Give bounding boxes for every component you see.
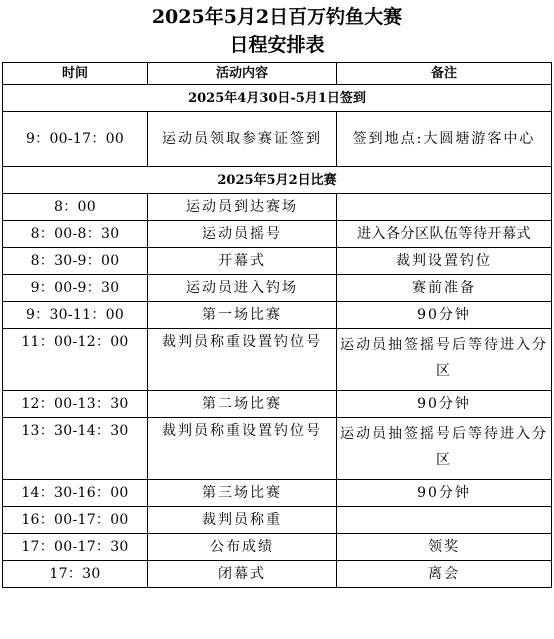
cell-activity: 第一场比赛 — [148, 302, 337, 329]
cell-note: 90分钟 — [337, 302, 552, 329]
cell-time: 11：00-12：00 — [3, 329, 148, 391]
cell-activity: 公布成绩 — [148, 534, 337, 561]
table-row — [3, 275, 552, 302]
table-row — [3, 480, 552, 507]
cell-activity: 裁判员称重 — [148, 507, 337, 534]
table-row — [3, 302, 552, 329]
table-row — [3, 194, 552, 221]
cell-note: 裁判设置钓位 — [337, 248, 552, 275]
cell-time: 9：00-9：30 — [3, 275, 148, 302]
cell-note: 运动员抽签摇号后等待进入分区 — [337, 329, 552, 391]
cell-activity: 开幕式 — [148, 248, 337, 275]
cell-note: 赛前准备 — [337, 275, 552, 302]
cell-activity: 第二场比赛 — [148, 391, 337, 418]
table-row — [3, 561, 552, 588]
table-row — [3, 221, 552, 248]
cell-note: 90分钟 — [337, 480, 552, 507]
cell-activity: 裁判员称重设置钓位号 — [148, 329, 337, 391]
cell-note: 领奖 — [337, 534, 552, 561]
cell-time: 8：00 — [3, 194, 148, 221]
cell-time: 9：00-17：00 — [3, 112, 148, 167]
cell-note: 离会 — [337, 561, 552, 588]
cell-time: 13：30-14：30 — [3, 418, 148, 480]
table-row — [3, 248, 552, 275]
cell-activity: 运动员领取参赛证签到 — [148, 112, 337, 167]
cell-activity: 闭幕式 — [148, 561, 337, 588]
cell-activity: 运动员到达赛场 — [148, 194, 337, 221]
doc-subtitle: 日程安排表 — [229, 34, 325, 56]
cell-note: 进入各分区队伍等待开幕式 — [337, 221, 552, 248]
header-note: 备注 — [337, 63, 552, 85]
section-title: 2025年4月30日-5月1日签到 — [3, 85, 552, 112]
cell-activity: 第三场比赛 — [148, 480, 337, 507]
section-title: 2025年5月2日比赛 — [3, 167, 552, 194]
section-row-signin — [3, 85, 552, 112]
header-activity: 活动内容 — [148, 63, 337, 85]
cell-time: 8：30-9：00 — [3, 248, 148, 275]
cell-note — [337, 194, 552, 221]
table-row — [3, 391, 552, 418]
cell-time: 17：00-17：30 — [3, 534, 148, 561]
cell-time: 14：30-16：00 — [3, 480, 148, 507]
table-header-row — [3, 63, 552, 85]
cell-time: 8：00-8：30 — [3, 221, 148, 248]
schedule-table — [2, 62, 552, 588]
cell-note — [337, 507, 552, 534]
cell-time: 9：30-11：00 — [3, 302, 148, 329]
table-row — [3, 418, 552, 480]
header-time: 时间 — [3, 63, 148, 85]
cell-note: 90分钟 — [337, 391, 552, 418]
cell-activity: 运动员进入钓场 — [148, 275, 337, 302]
table-row — [3, 112, 552, 167]
cell-activity: 裁判员称重设置钓位号 — [148, 418, 337, 480]
cell-time: 17：30 — [3, 561, 148, 588]
section-row-race — [3, 167, 552, 194]
cell-note: 签到地点:大圆塘游客中心 — [337, 112, 552, 167]
table-row — [3, 507, 552, 534]
table-row — [3, 534, 552, 561]
cell-activity: 运动员摇号 — [148, 221, 337, 248]
cell-note: 运动员抽签摇号后等待进入分区 — [337, 418, 552, 480]
cell-time: 12：00-13：30 — [3, 391, 148, 418]
doc-title: 2025年5月2日百万钓鱼大赛 — [151, 6, 403, 28]
table-row — [3, 329, 552, 391]
cell-time: 16：00-17：00 — [3, 507, 148, 534]
